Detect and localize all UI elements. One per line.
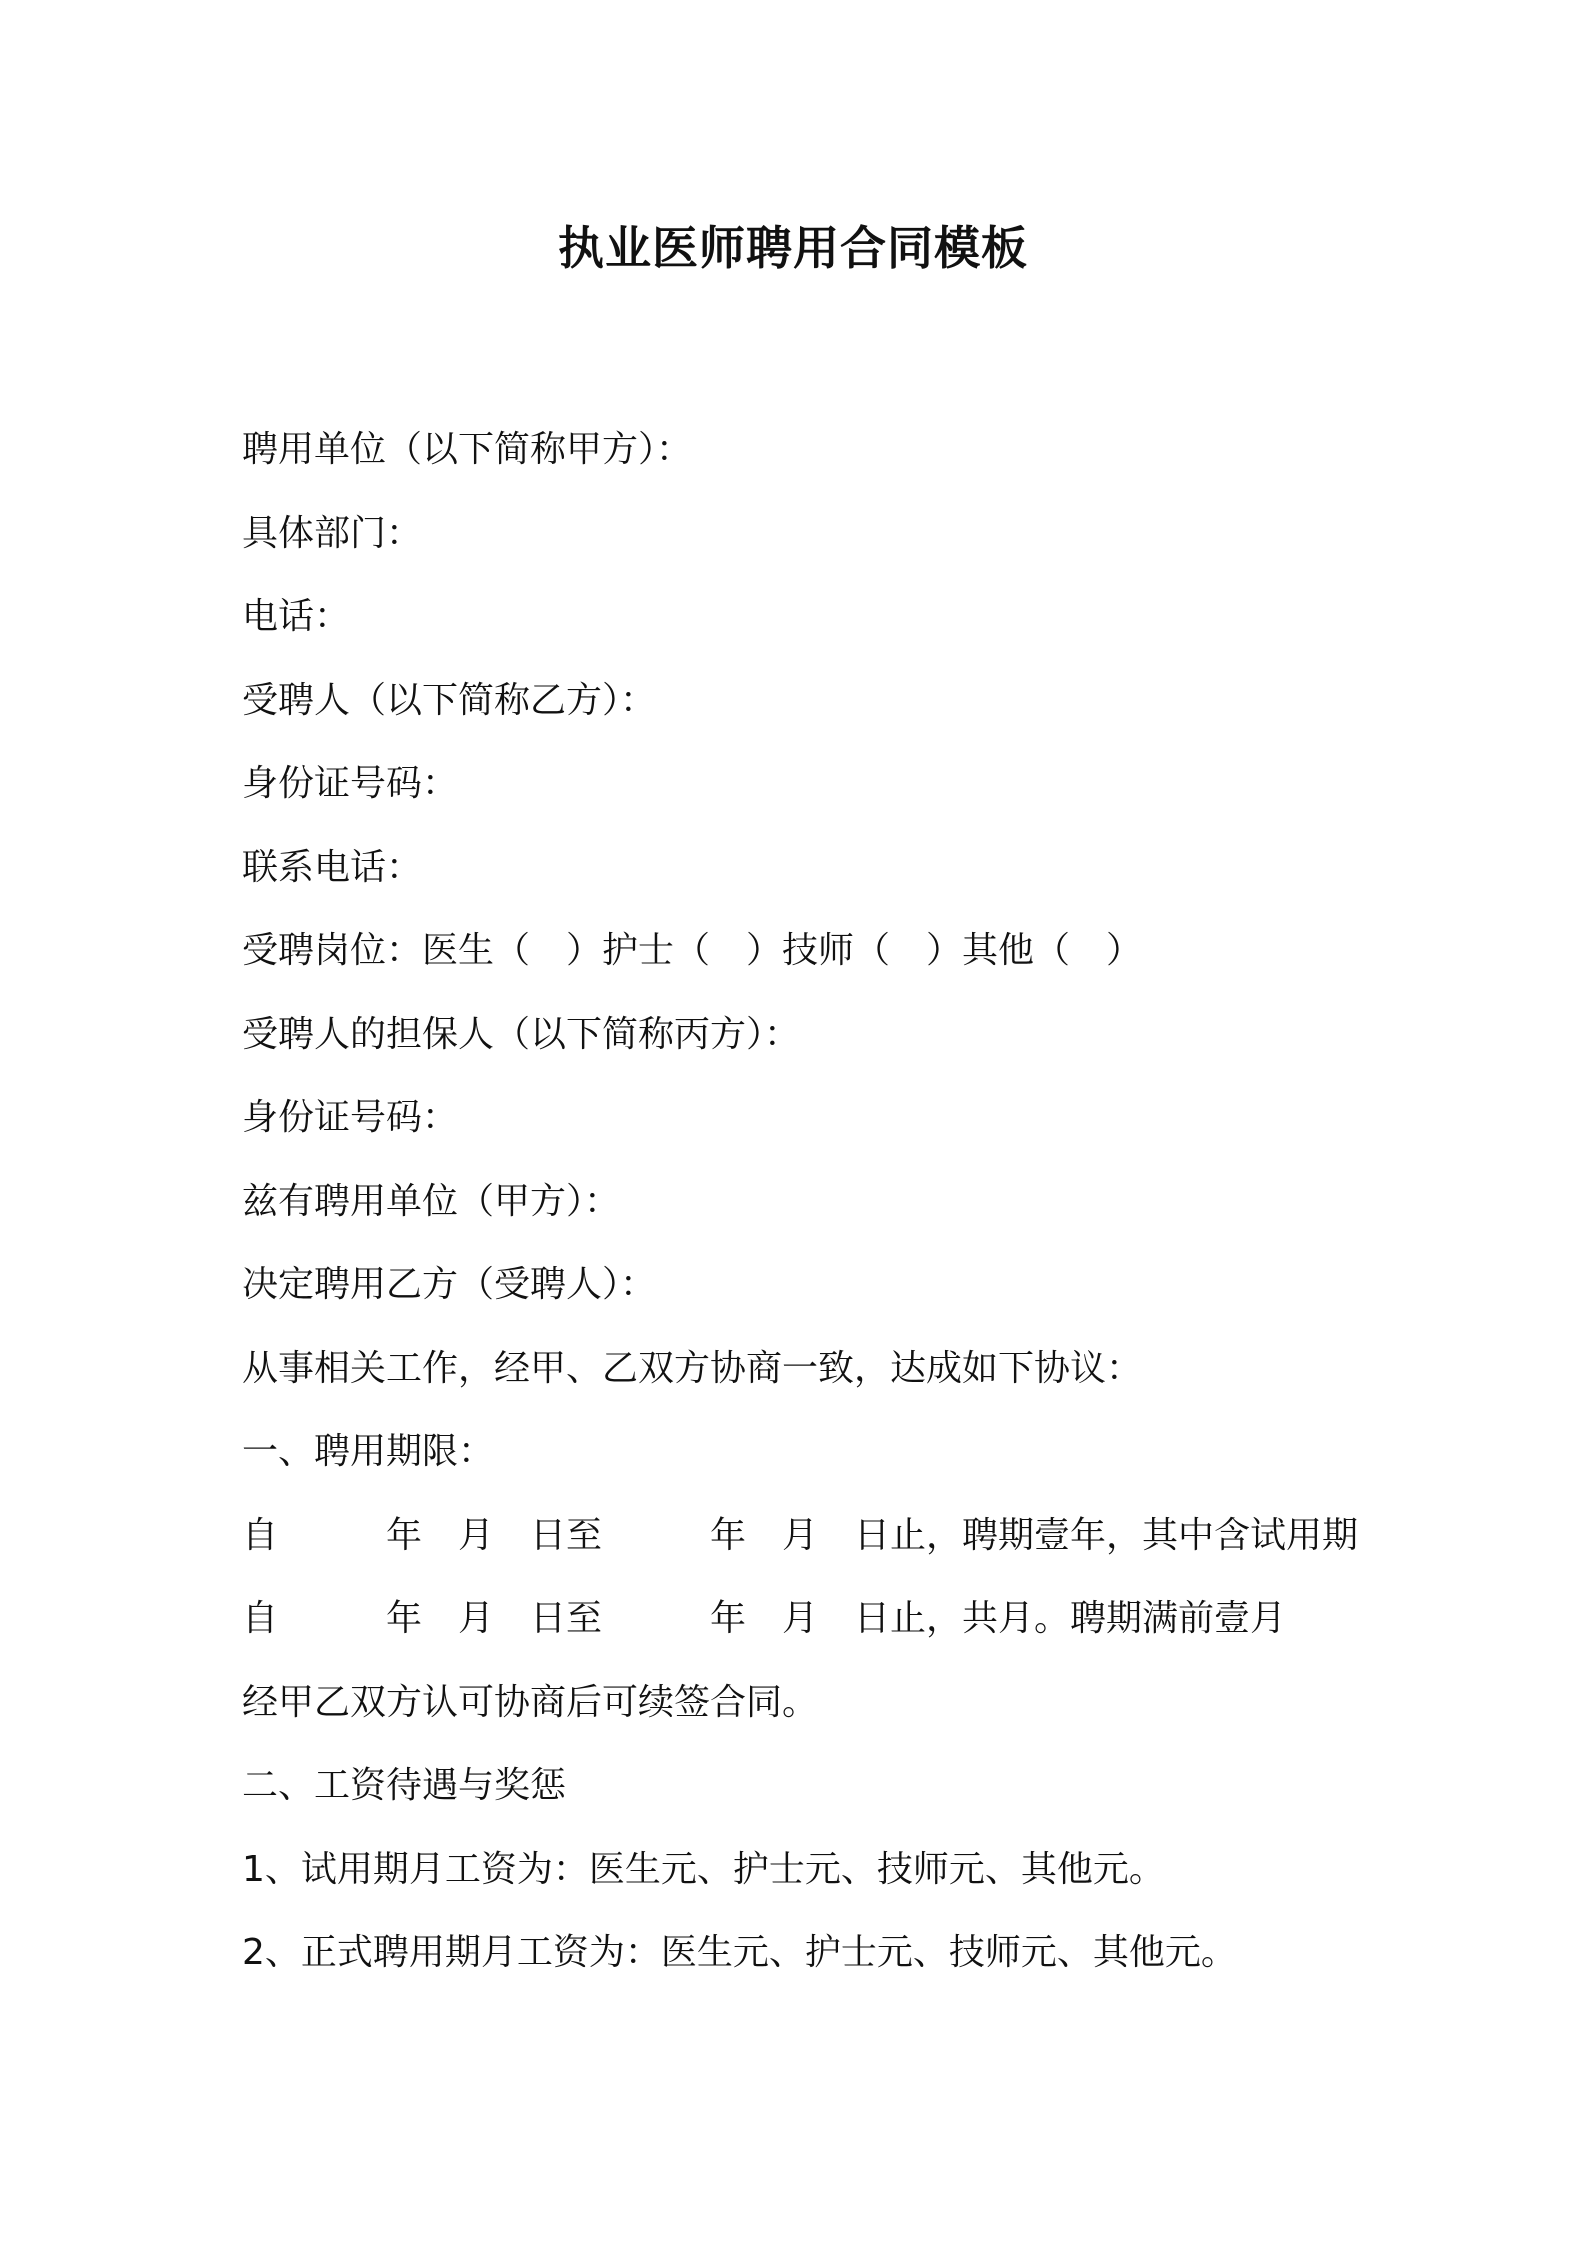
guarantor-id-line: 身份证号码：: [242, 1097, 459, 1138]
document-body: [242, 408, 1442, 1995]
employer-confirm-line: 兹有聘用单位（甲方）：: [242, 1180, 621, 1222]
id-number-line: 身份证号码：: [242, 763, 459, 804]
department-line: 具体部门：: [242, 512, 423, 554]
term-period-line: 自 年 月 日至 年 月 日止，聘期壹年，其中含试用期: [242, 1514, 1359, 1556]
phone-line: 电话：: [242, 596, 351, 637]
contact-phone-line: 联系电话：: [242, 846, 423, 888]
section-term-heading: 一、聘用期限：: [242, 1431, 495, 1472]
employee-line: 受聘人（以下简称乙方）：: [242, 679, 657, 721]
guarantor-line: 受聘人的担保人（以下简称丙方）：: [242, 1013, 801, 1055]
renewal-line: 经甲乙双方认可协商后可续签合同。: [242, 1681, 819, 1723]
document-title: 执业医师聘用合同模板: [558, 221, 1028, 275]
formal-salary-line: 2、正式聘用期月工资为：医生元、护士元、技师元、其他元。: [242, 1932, 1237, 1973]
probation-period-line: 自 年 月 日至 年 月 日止，共月。聘期满前壹月: [242, 1598, 1287, 1639]
agreement-intro-line: 从事相关工作，经甲、乙双方协商一致，达成如下协议：: [242, 1347, 1143, 1389]
employer-line: 聘用单位（以下简称甲方）：: [242, 429, 693, 470]
hire-decision-line: 决定聘用乙方（受聘人）：: [242, 1264, 657, 1305]
section-salary-heading: 二、工资待遇与奖惩: [242, 1765, 567, 1806]
probation-salary-line: 1、试用期月工资为：医生元、护士元、技师元、其他元。: [242, 1848, 1165, 1890]
position-line: 受聘岗位：医生（ ）护士（ ）技师（ ）其他（ ）: [242, 930, 1143, 971]
